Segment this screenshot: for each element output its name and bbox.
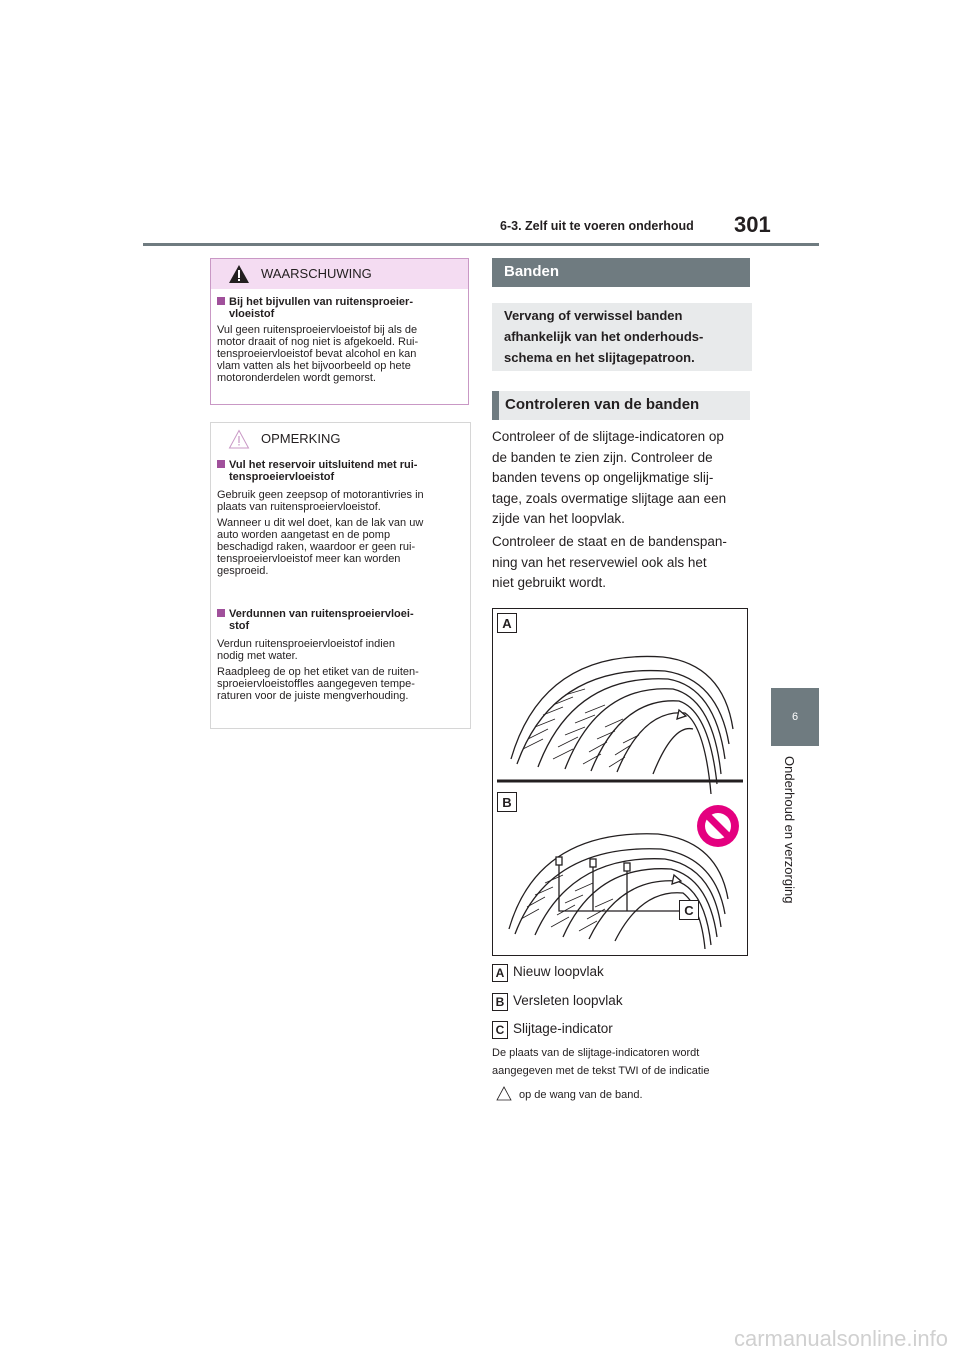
- subheading-bar: [492, 391, 750, 420]
- bullet-square-icon: [217, 297, 225, 305]
- warning-text: Vul geen ruitensproeiervloeistof bij als de motor draait of nog niet is afgekoeld. Rui- tensproeiervloeistof bevat alcohol en kan vlam vatten als het bijvoorbeeld op hete motoronderdelen wordt gemorst.: [217, 324, 419, 384]
- footnote: De plaats van de slijtage-indicatoren wordt aangegeven met de tekst TWI of de indicatie: [492, 1047, 710, 1077]
- triangle-indicator-icon: [496, 1086, 512, 1101]
- page-number: 301: [734, 212, 771, 237]
- tire-tread-figure: [492, 608, 748, 956]
- figure-legend: [492, 962, 762, 1052]
- subheading: Controleren van de banden: [505, 396, 700, 413]
- legend-text-c: Slijtage-indicator: [513, 1021, 613, 1036]
- notice-item-2-para-2: Raadpleeg de op het etiket van de ruiten- sproeiervloeistoffles aangegeven tempe- raturen voor de juiste mengverhouding.: [217, 666, 419, 702]
- notice-item-2: [217, 608, 462, 702]
- figure-label-a: A: [497, 613, 517, 633]
- legend-key-c: C: [492, 1021, 508, 1039]
- banden-heading-bar: [492, 258, 750, 287]
- chapter-number-tab[interactable]: 6: [771, 688, 819, 746]
- notice-item-2-para-1: Verdun ruitensproeiervloeistof indien nodig met water.: [217, 638, 395, 662]
- notice-triangle-icon: [228, 429, 250, 449]
- warning-header: [211, 259, 468, 289]
- banden-intro: Vervang of verwissel banden afhankelijk van het onderhouds- schema en het slijtagepatroon.: [504, 308, 704, 365]
- legend-key-a: A: [492, 964, 508, 982]
- legend-key-b: B: [492, 993, 508, 1011]
- notice-header: [211, 423, 470, 453]
- warning-heading: WAARSCHUWING: [261, 266, 372, 281]
- tire-illustration: [493, 609, 747, 955]
- warning-box: [210, 258, 469, 405]
- new-tread-tire: [511, 656, 733, 794]
- chapter-title-text: Onderhoud en verzorging: [782, 756, 797, 904]
- body-paragraph-2: Controleer de staat en de bandenspan- ning van het reservewiel ook als het niet gebruikt wordt.: [492, 534, 727, 590]
- notice-item-1-para-2: Wanneer u dit wel doet, kan de lak van uw auto worden aangetast en de pomp beschadigd raken, waardoor er geen rui- tensproeiervloeistof meer kan worden gesproeid.: [217, 517, 424, 577]
- notice-item-2-title: Verdunnen van ruitensproeiervloei- stof: [217, 608, 462, 632]
- warning-item: [217, 296, 462, 384]
- warning-triangle-icon: [228, 264, 250, 284]
- notice-item-1-para-1: Gebruik geen zeepsop of motorantivries in plaats van ruitensproeiervloeistof.: [217, 489, 424, 513]
- banden-intro-panel: [492, 303, 752, 371]
- body-paragraph-1: Controleer of de slijtage-indicatoren op de banden te zien zijn. Controleer de banden tevens op ongelijkmatige slij- tage, zoals overmatige slijtage aan een zijde van het loopvlak.: [492, 429, 727, 526]
- svg-text:carmanualsonline.info: carmanualsonline.info: [733, 1326, 948, 1351]
- figure-label-c: C: [679, 900, 699, 920]
- bullet-square-icon: [217, 609, 225, 617]
- legend-text-a: Nieuw loopvlak: [513, 964, 604, 979]
- banden-heading: Banden: [504, 263, 560, 280]
- prohibited-icon: [697, 805, 739, 847]
- bullet-square-icon: [217, 460, 225, 468]
- header-divider: [143, 243, 819, 246]
- notice-heading: OPMERKING: [261, 431, 341, 446]
- notice-box: [210, 422, 471, 729]
- footnote-end: op de wang van de band.: [519, 1089, 643, 1101]
- chapter-title: [782, 756, 804, 936]
- notice-item-1: [217, 459, 462, 577]
- worn-tread-tire: [509, 834, 728, 949]
- warning-item-title: Bij het bijvullen van ruitensproeier- vloeistof: [217, 296, 462, 320]
- legend-text-b: Versleten loopvlak: [513, 993, 623, 1008]
- watermark: [0, 1318, 960, 1358]
- subheading-accent: [492, 391, 499, 420]
- figure-label-b: B: [497, 792, 517, 812]
- section-title: 6-3. Zelf uit te voeren onderhoud: [500, 219, 694, 233]
- notice-item-1-title: Vul het reservoir uitsluitend met rui- tensproeiervloeistof: [217, 459, 462, 483]
